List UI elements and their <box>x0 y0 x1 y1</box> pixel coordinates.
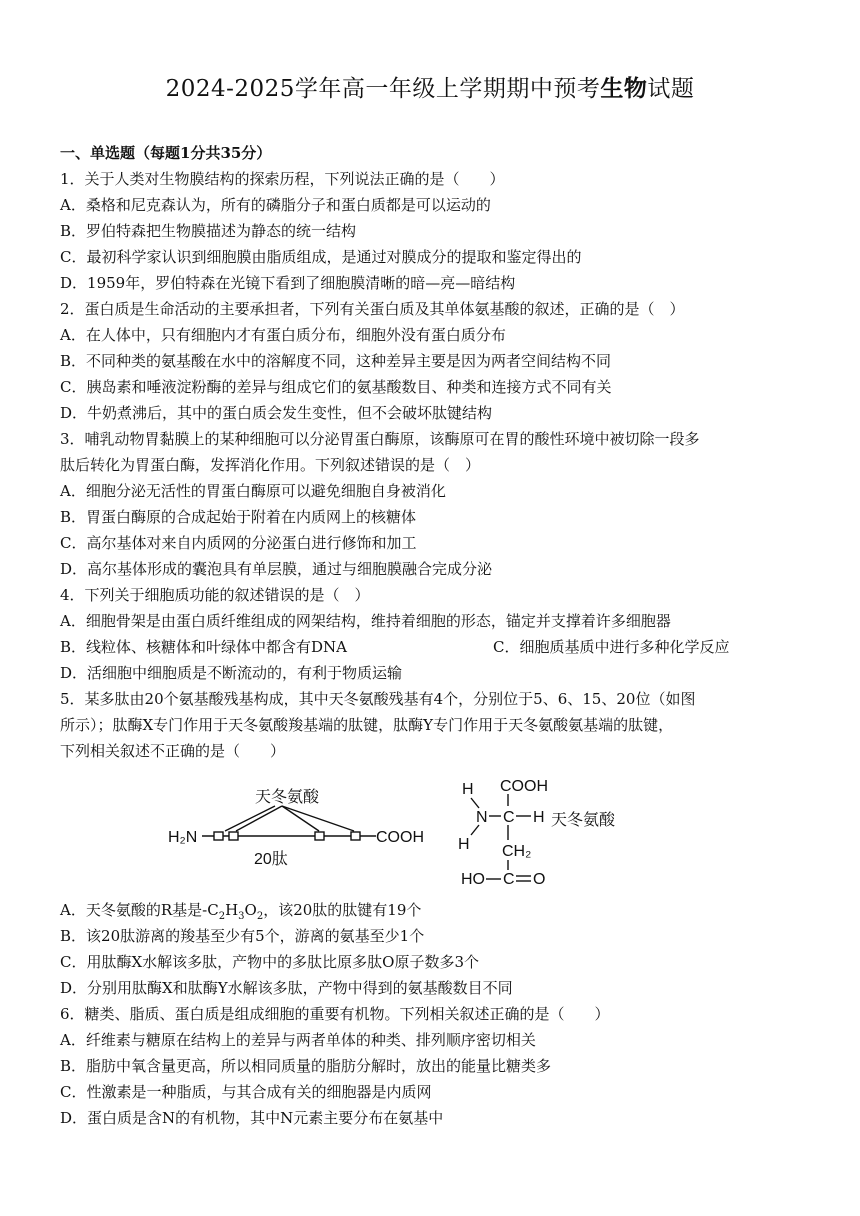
struct-cooh-top: COOH <box>500 778 548 795</box>
q5-option-a: A．天冬氨酸的R基是$-C_2H_3O_2$，该20肽的肽键有19个 <box>60 901 422 922</box>
n-terminal-label: H₂N <box>168 829 198 846</box>
q6-option-a: A．纤维素与糖原在结构上的差异与两者单体的种类、排列顺序密切相关 <box>60 1031 536 1049</box>
q5-option-c: C．用肽酶X水解该多肽，产物中的多肽比原多肽O原子数多3个 <box>60 953 479 971</box>
q6-stem: 6．糖类、脂质、蛋白质是组成细胞的重要有机物。下列相关叙述正确的是（ ） <box>60 1005 610 1023</box>
q2-option-a: A．在人体中，只有细胞内才有蛋白质分布，细胞外没有蛋白质分布 <box>60 326 506 344</box>
struct-h-bottom: H <box>458 836 470 853</box>
struct-h-top: H <box>462 781 474 798</box>
pointer-line-2 <box>236 806 282 831</box>
struct-c-alpha: C <box>503 809 515 826</box>
c-terminal-label: COOH <box>376 829 424 846</box>
q2-option-b: B．不同种类的氨基酸在水中的溶解度不同，这种差异主要是因为两者空间结构不同 <box>60 352 612 370</box>
q3-option-b: B．胃蛋白酶原的合成起始于附着在内质网上的核糖体 <box>60 508 417 526</box>
q3-option-c: C．高尔基体对来自内质网的分泌蛋白进行修饰和加工 <box>60 534 417 552</box>
q6-option-b: B．脂肪中氧含量更高，所以相同质量的脂肪分解时，放出的能量比糖类多 <box>60 1057 552 1075</box>
q5-stem-line2: 所示）；肽酶X专门作用于天冬氨酸羧基端的肽键，肽酶Y专门作用于天冬氨酸氨基端的肽键， <box>60 716 674 734</box>
bond-h-n-bottom <box>471 825 479 835</box>
title-subject: 生物 <box>600 75 648 102</box>
residue-15 <box>315 832 324 840</box>
bond-h-n-top <box>471 798 479 808</box>
residue-20 <box>351 832 360 840</box>
q2-stem: 2．蛋白质是生命活动的主要承担者，下列有关蛋白质及其单体氨基酸的叙述，正确的是（ ） <box>60 300 685 318</box>
peptide-length-label: 20肽 <box>254 851 288 868</box>
peptide-diagram <box>60 772 805 892</box>
q2-option-c: C．胰岛素和唾液淀粉酶的差异与组成它们的氨基酸数目、种类和连接方式不同有关 <box>60 378 612 396</box>
struct-n: N <box>476 809 488 826</box>
q4-option-c: C．细胞质基质中进行多种化学反应 <box>493 638 730 656</box>
q4-option-d: D．活细胞中细胞质是不断流动的，有利于物质运输 <box>60 664 403 682</box>
residue-6 <box>229 832 238 840</box>
title-suffix: 试题 <box>647 76 695 102</box>
q5-option-d: D．分别用肽酶X和肽酶Y水解该多肽，产物中得到的氨基酸数目不同 <box>60 979 513 997</box>
q5-option-b: B．该20肽游离的羧基至少有5个，游离的氨基至少1个 <box>60 927 425 945</box>
q1-option-d: D．1959年，罗伯特森在光镜下看到了细胞膜清晰的暗—亮—暗结构 <box>60 274 516 292</box>
aspartate-label-right: 天冬氨酸 <box>551 812 616 829</box>
q6-option-d: D．蛋白质是含N的有机物，其中N元素主要分布在氨基中 <box>60 1109 444 1127</box>
q3-stem-line1: 3．哺乳动物胃黏膜上的某种细胞可以分泌胃蛋白酶原，该酶原可在胃的酸性环境中被切除一段多 <box>60 430 700 448</box>
q5-stem-line3: 下列相关叙述不正确的是（ ） <box>60 742 286 760</box>
q4-option-b: B．线粒体、核糖体和叶绿体中都含有DNA <box>60 638 348 656</box>
pointer-line-3 <box>282 806 319 831</box>
q5-stem-line1: 5．某多肽由20个氨基酸残基构成，其中天冬氨酸残基有4个，分别位于5、6、15、20位（如图 <box>60 690 696 708</box>
q3-stem-line2: 肽后转化为胃蛋白酶，发挥消化作用。下列叙述错误的是（ ） <box>60 456 481 474</box>
q4-option-a: A．细胞骨架是由蛋白质纤维组成的网架结构，维持着细胞的形态，锚定并支撑着许多细胞器 <box>60 612 671 630</box>
aspartate-label-left: 天冬氨酸 <box>255 789 320 806</box>
struct-ch2: CH₂ <box>502 843 532 860</box>
q1-option-b: B．罗伯特森把生物膜描述为静态的统一结构 <box>60 222 357 240</box>
q1-stem: 1．关于人类对生物膜结构的探索历程，下列说法正确的是（ ） <box>60 170 505 188</box>
section-heading: 一、单选题（每题1分共35分） <box>60 144 272 162</box>
pointer-line-4 <box>282 806 354 831</box>
peptide-figure <box>60 772 805 892</box>
q2-option-d: D．牛奶煮沸后，其中的蛋白质会发生变性，但不会破坏肽键结构 <box>60 404 493 422</box>
struct-ho: HO <box>461 871 485 888</box>
q1-option-c: C．最初科学家认识到细胞膜由脂质组成，是通过对膜成分的提取和鉴定得出的 <box>60 248 582 266</box>
struct-o: O <box>533 871 546 888</box>
q4-stem: 4．下列关于细胞质功能的叙述错误的是（ ） <box>60 586 370 604</box>
page-title <box>60 70 800 103</box>
struct-c-carboxyl: C <box>503 871 515 888</box>
title-prefix: 2024-2025学年高一年级上学期期中预考 <box>165 76 601 102</box>
struct-h-right: H <box>533 809 545 826</box>
residue-5 <box>214 832 223 840</box>
pointer-line-1 <box>225 806 275 831</box>
q1-option-a: A．桑格和尼克森认为，所有的磷脂分子和蛋白质都是可以运动的 <box>60 196 491 214</box>
q6-option-c: C．性激素是一种脂质，与其合成有关的细胞器是内质网 <box>60 1083 432 1101</box>
q3-option-a: A．细胞分泌无活性的胃蛋白酶原可以避免细胞自身被消化 <box>60 482 446 500</box>
q3-option-d: D．高尔基体形成的囊泡具有单层膜，通过与细胞膜融合完成分泌 <box>60 560 493 578</box>
